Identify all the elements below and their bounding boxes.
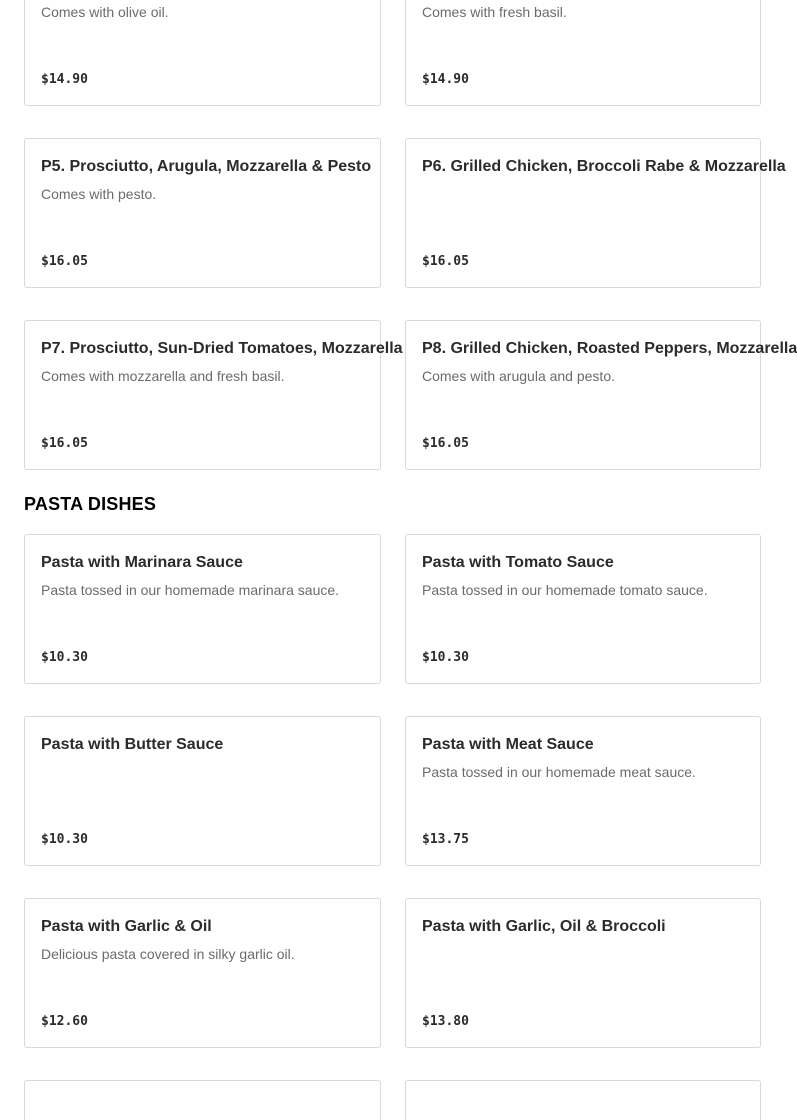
menu-item-price: $13.75 [422,832,469,847]
menu-item-card[interactable] [405,898,761,1048]
menu-item-description: Comes with olive oil. [41,4,169,20]
menu-item-price: $12.60 [41,1014,88,1029]
menu-item-card[interactable] [24,898,381,1048]
menu-item-price: $14.90 [41,72,88,87]
menu-item-price: $16.05 [422,436,469,451]
menu-item-name: P6. Grilled Chicken, Broccoli Rabe & Mozzarella [422,158,786,175]
menu-item-card[interactable] [405,138,786,288]
menu-item-description: Pasta tossed in our homemade tomato sauce. [422,582,708,598]
menu-item-name: P5. Prosciutto, Arugula, Mozzarella & Pesto [41,158,372,175]
menu-item-name: Pasta with Butter Sauce [41,736,224,753]
menu-item-card[interactable] [405,716,761,866]
menu-item-card[interactable] [405,320,797,470]
menu-item-description: Pasta tossed in our homemade meat sauce. [422,764,696,780]
menu-item-price: $10.30 [41,832,88,847]
menu-item-description: Pasta tossed in our homemade marinara sauce. [41,582,340,598]
menu-item-card[interactable] [24,0,381,106]
menu-item-description: Comes with arugula and pesto. [422,368,615,384]
menu-item-description: Delicious pasta covered in silky garlic oil. [41,946,295,962]
menu-item-name: Pasta with Tomato Sauce [422,554,614,571]
menu-item-name: Pasta with Garlic, Oil & Broccoli [422,918,666,935]
menu-item-card[interactable] [405,0,761,106]
menu-item-price: $10.30 [422,650,469,665]
menu-item-name: Pasta with Marinara Sauce [41,554,243,571]
pasta-menu-grid [24,534,761,1120]
section-title-pasta-dishes: PASTA DISHES [24,494,157,514]
menu-item-price: $16.05 [422,254,469,269]
menu-item-price: $16.05 [41,254,88,269]
menu-item-card[interactable] [24,1080,381,1120]
menu-item-name: P8. Grilled Chicken, Roasted Peppers, Mozzarella [422,340,797,357]
menu-item-card[interactable] [24,138,381,288]
menu-item-description: Comes with fresh basil. [422,4,567,20]
menu-item-price: $14.90 [422,72,469,87]
menu-item-price: $16.05 [41,436,88,451]
menu-item-description: Comes with pesto. [41,186,157,202]
menu-item-price: $10.30 [41,650,88,665]
menu-item-name: Pasta with Meat Sauce [422,736,594,753]
menu-item-card[interactable] [24,716,381,866]
menu-item-card[interactable] [24,320,403,470]
menu-item-name: P7. Prosciutto, Sun-Dried Tomatoes, Mozzarella [41,340,403,357]
menu-item-price: $13.80 [422,1014,469,1029]
menu-item-card[interactable] [405,1080,761,1120]
pizza-menu-grid [24,0,797,470]
menu-item-name: Pasta with Garlic & Oil [41,918,212,935]
menu-item-card[interactable] [405,534,761,684]
menu-item-description: Comes with mozzarella and fresh basil. [41,368,285,384]
menu-item-card[interactable] [24,534,381,684]
